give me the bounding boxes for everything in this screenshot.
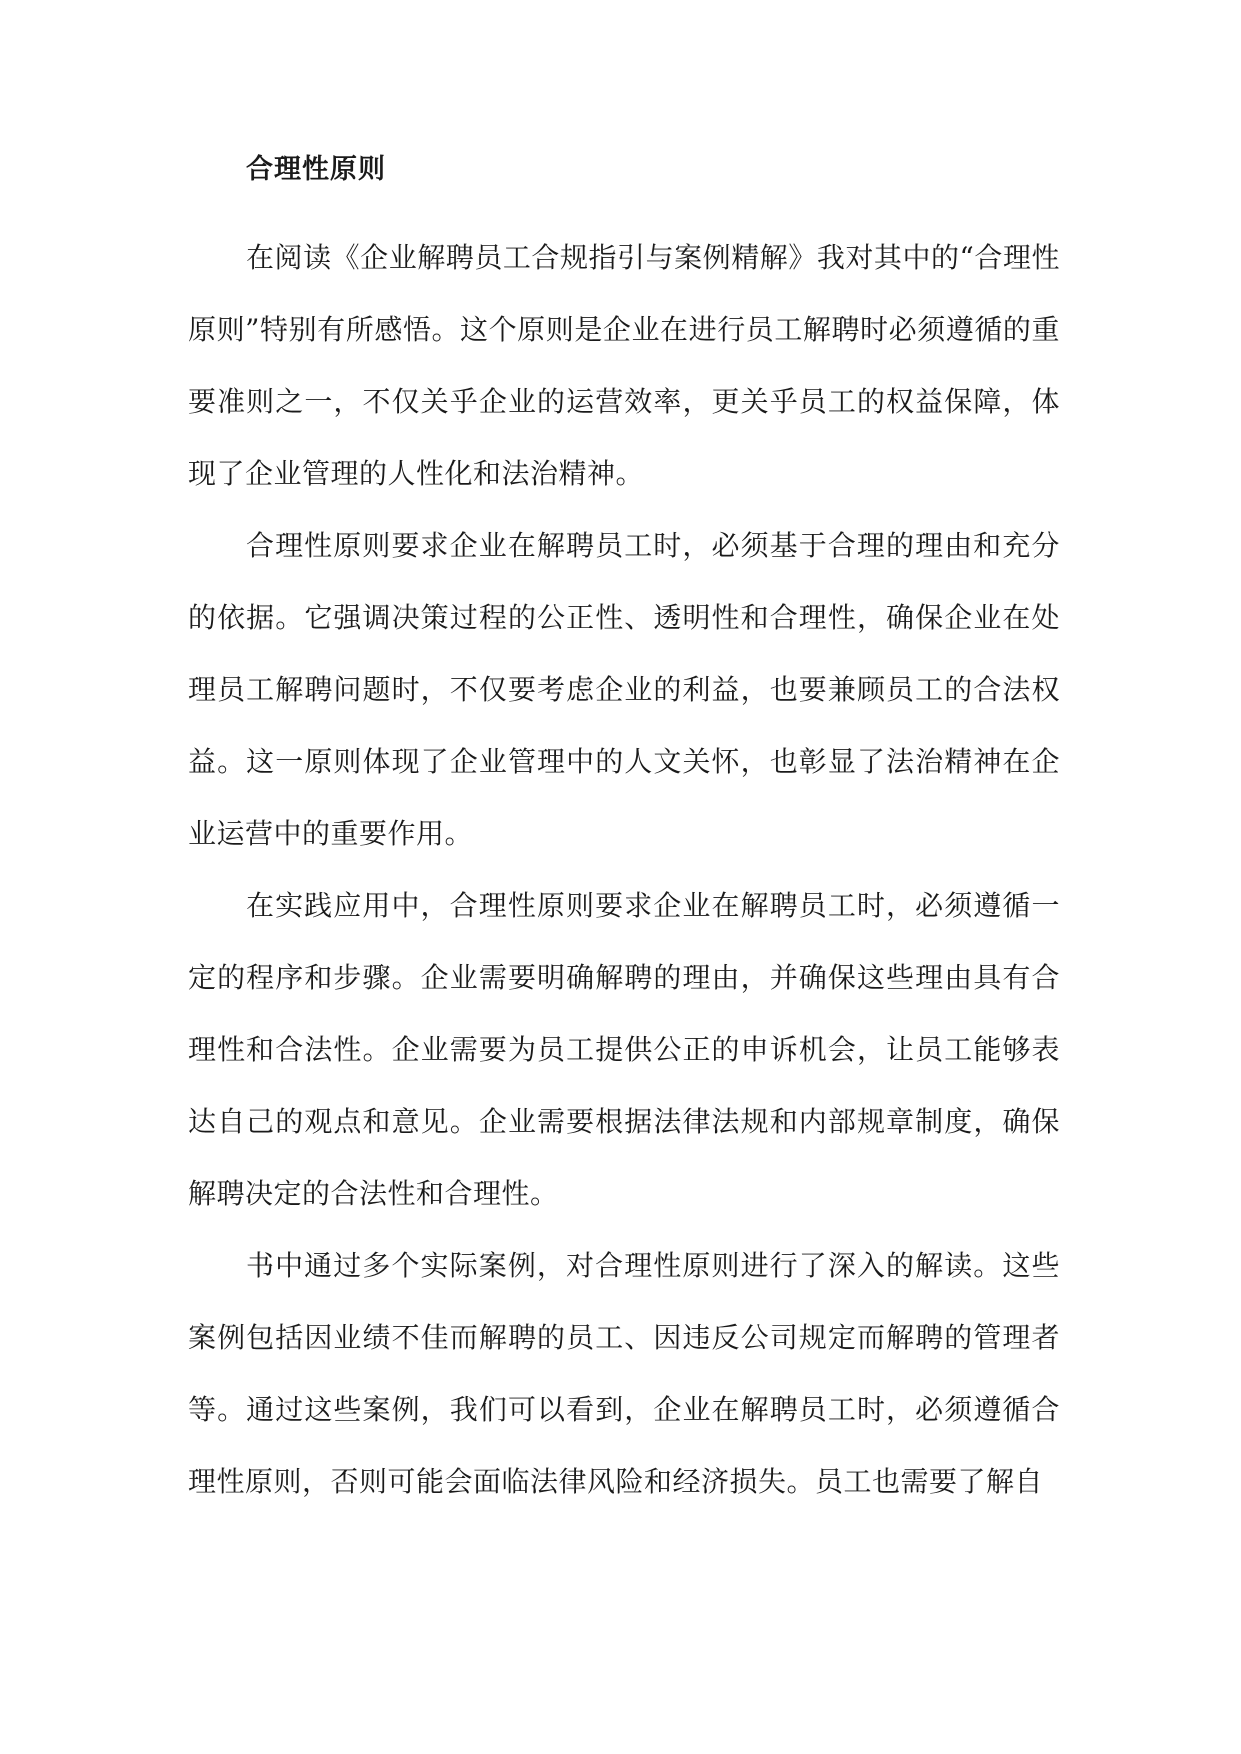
paragraph-2: 合理性原则要求企业在解聘员工时，必须基于合理的理由和充分的依据。它强调决策过程的公正性、透明性和合理性，确保企业在处理员工解聘问题时，不仅要考虑企业的利益，也要兼顾员工的合法权益。这一原则体现了企业管理中的人文关怀，也彰显了法治精神在企业运营中的重要作用。: [188, 529, 1060, 850]
document-body: [188, 150, 1060, 1518]
paragraph-4: 书中通过多个实际案例，对合理性原则进行了深入的解读。这些案例包括因业绩不佳而解聘的员工、因违反公司规定而解聘的管理者等。通过这些案例，我们可以看到，企业在解聘员工时，必须遵循合理性原则，否则可能会面临法律风险和经济损失。员工也需要了解自: [188, 1249, 1060, 1498]
paragraph-1: 在阅读《企业解聘员工合规指引与案例精解》我对其中的“合理性原则”特别有所感悟。这个原则是企业在进行员工解聘时必须遵循的重要准则之一，不仅关乎企业的运营效率，更关乎员工的权益保障，体现了企业管理的人性化和法治精神。: [188, 241, 1060, 490]
paragraph-3: 在实践应用中，合理性原则要求企业在解聘员工时，必须遵循一定的程序和步骤。企业需要明确解聘的理由，并确保这些理由具有合理性和合法性。企业需要为员工提供公正的申诉机会，让员工能够表达自己的观点和意见。企业需要根据法律法规和内部规章制度，确保解聘决定的合法性和合理性。: [188, 889, 1060, 1210]
section-heading: 合理性原则: [246, 154, 386, 185]
